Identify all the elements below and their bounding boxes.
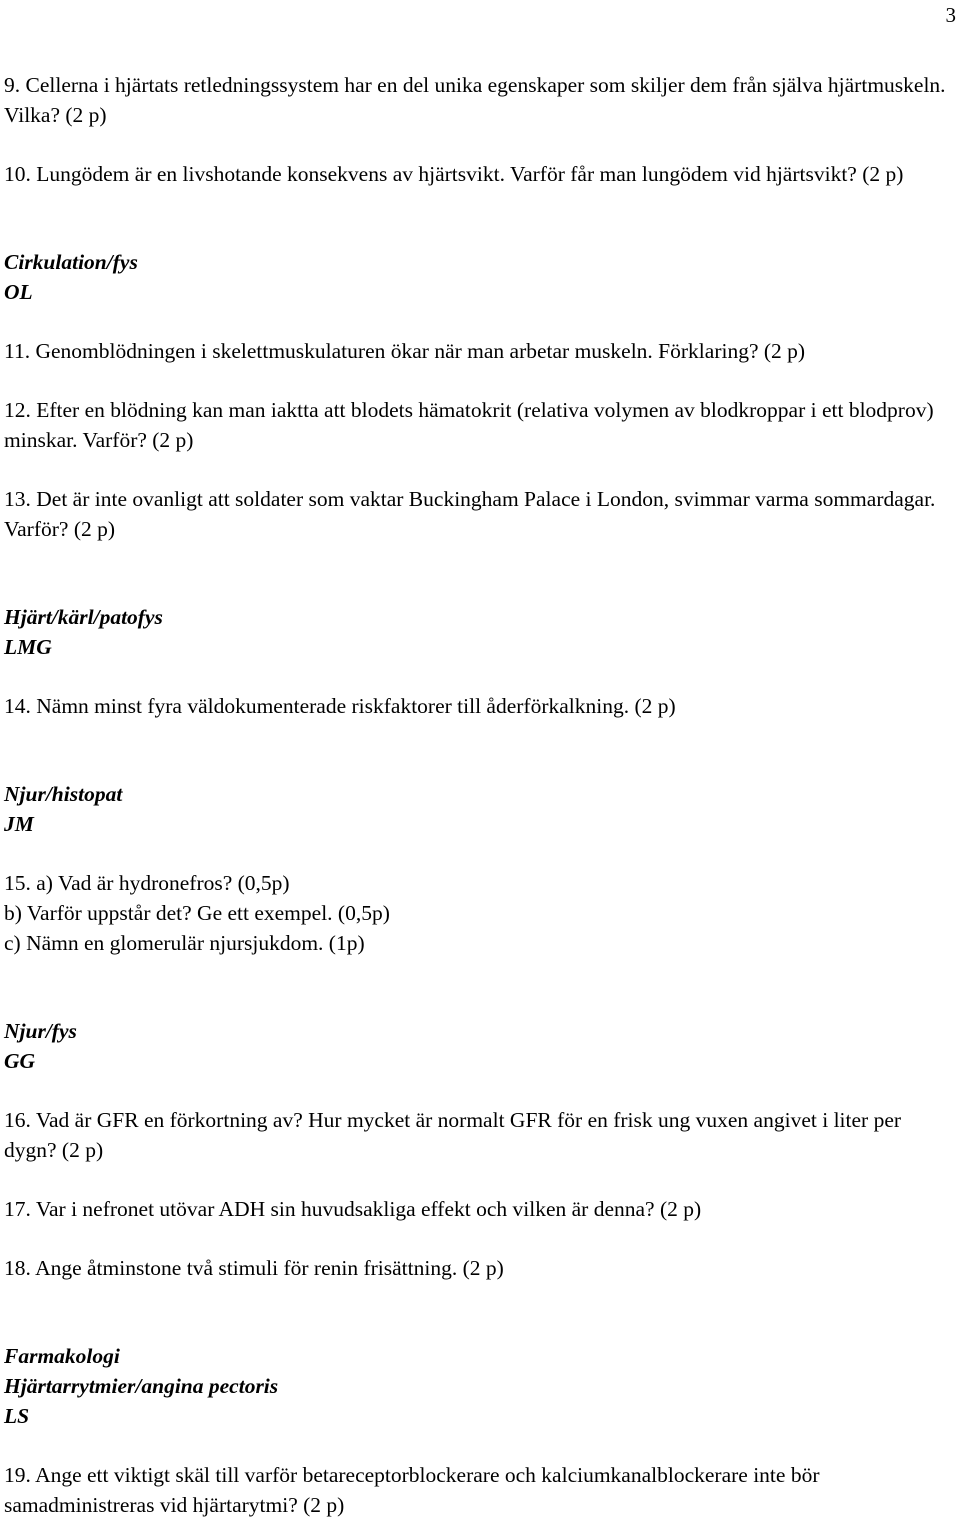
section-heading-njur-fys: Njur/fys <box>4 1019 77 1043</box>
question-11: 11. Genomblödningen i skelettmuskulaturen ökar när man arbetar muskeln. Förklaring? (2 p) <box>4 339 806 363</box>
section-author-ls: LS <box>4 1404 30 1428</box>
page-number: 3 <box>945 3 956 27</box>
question-10: 10. Lungödem är en livshotande konsekvens av hjärtsvikt. Varför får man lungödem vid hjärtsvikt? (2 p) <box>4 162 904 186</box>
section-author-gg: GG <box>4 1049 36 1073</box>
section-author-jm: JM <box>4 812 34 836</box>
question-19: 19. Ange ett viktigt skäl till varför betareceptorblockerare och kalciumkanalblockerare inte bör samadministreras vid hjärtarytmi? (2 p) <box>4 1463 820 1517</box>
question-14: 14. Nämn minst fyra väldokumenterade riskfaktorer till åderförkalkning. (2 p) <box>4 694 676 718</box>
question-15b: b) Varför uppstår det? Ge ett exempel. (0,5p) <box>4 901 390 925</box>
section-subheading-hjartarrytmier: Hjärtarrytmier/angina pectoris <box>4 1374 279 1398</box>
question-15c: c) Nämn en glomerulär njursjukdom. (1p) <box>4 931 365 955</box>
question-16: 16. Vad är GFR en förkortning av? Hur mycket är normalt GFR för en frisk ung vuxen angivet i liter per dygn? (2 p) <box>4 1108 902 1162</box>
question-9: 9. Cellerna i hjärtats retledningssystem har en del unika egenskaper som skiljer dem från själva hjärtmuskeln. Vilka? (2 p) <box>4 73 946 127</box>
section-heading-njur-histopat: Njur/histopat <box>4 782 123 806</box>
question-17: 17. Var i nefronet utövar ADH sin huvudsakliga effekt och vilken är denna? (2 p) <box>4 1197 702 1221</box>
question-18: 18. Ange åtminstone två stimuli för renin frisättning. (2 p) <box>4 1256 504 1280</box>
section-heading-hjart-karl: Hjärt/kärl/patofys <box>4 605 163 629</box>
document-body <box>4 70 956 1520</box>
section-author-ol: OL <box>4 280 33 304</box>
section-heading-farmakologi: Farmakologi <box>4 1344 120 1368</box>
question-15a: 15. a) Vad är hydronefros? (0,5p) <box>4 871 290 895</box>
question-13: 13. Det är inte ovanligt att soldater som vaktar Buckingham Palace i London, svimmar varma sommardagar. Varför? (2 p) <box>4 487 936 541</box>
section-author-lmg: LMG <box>4 635 52 659</box>
section-heading-cirkulation: Cirkulation/fys <box>4 250 138 274</box>
question-12: 12. Efter en blödning kan man iaktta att blodets hämatokrit (relativa volymen av blodkroppar i ett blodprov) minskar. Varför? (2 p) <box>4 398 934 452</box>
